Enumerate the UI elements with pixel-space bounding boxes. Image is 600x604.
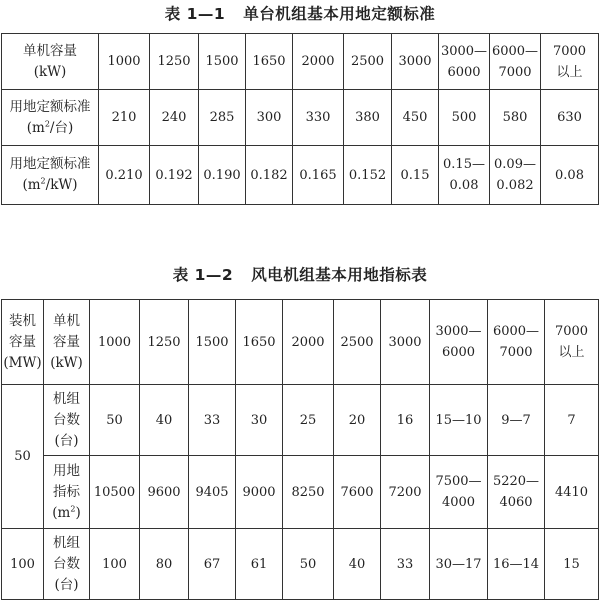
table-cell: 240 [150, 90, 199, 146]
table-cell: 5220— 4060 [488, 456, 545, 529]
row-label: 用地 指标 $(m^2)$ [44, 456, 90, 529]
table-cell: 0.190 [199, 146, 246, 205]
table-cell: 450 [392, 90, 439, 146]
table-cell: 0.15 [392, 146, 439, 205]
header-cell: 1000 [99, 34, 150, 90]
header-cell: 1650 [246, 34, 293, 90]
table-cell: 0.15— 0.08 [439, 146, 490, 205]
table1-title-text: 单台机组基本用地定额标准 [243, 5, 436, 23]
table-cell: 40 [140, 385, 189, 456]
header-cell: 1500 [189, 300, 236, 385]
table-cell: 630 [541, 90, 599, 146]
table-cell: 16 [381, 385, 430, 456]
header-cell: 3000— 6000 [430, 300, 488, 385]
table-cell: 40 [334, 529, 381, 600]
header-cell: 6000— 7000 [490, 34, 541, 90]
table-cell: 80 [140, 529, 189, 600]
header-cell: 2000 [283, 300, 334, 385]
table-cell: 8250 [283, 456, 334, 529]
table-cell: 20 [334, 385, 381, 456]
table-cell: 0.192 [150, 146, 199, 205]
table-cell: 500 [439, 90, 490, 146]
table-cell: 100 [90, 529, 140, 600]
header-cell: 单机 容量 (kW) [44, 300, 90, 385]
header-cell: 3000— 6000 [439, 34, 490, 90]
table-cell: 30—17 [430, 529, 488, 600]
row-label: 用地定额标准 ($m^2/$台) [2, 90, 99, 146]
header-cell: 单机容量 (kW) [2, 34, 99, 90]
land-quota-table [1, 33, 599, 205]
table-cell: 300 [246, 90, 293, 146]
header-cell: 1000 [90, 300, 140, 385]
table-cell: 0.08 [541, 146, 599, 205]
table2-title-number: 表 1—2 [172, 266, 234, 284]
table-cell: 50 [283, 529, 334, 600]
table-cell: 7600 [334, 456, 381, 529]
table-row [2, 34, 599, 90]
table-row [2, 385, 599, 456]
table-row [2, 456, 599, 529]
table-cell: 33 [189, 385, 236, 456]
header-cell: 1500 [199, 34, 246, 90]
table-cell: 30 [236, 385, 283, 456]
header-cell: 7000 以上 [541, 34, 599, 90]
table-cell: 580 [490, 90, 541, 146]
table-cell: 285 [199, 90, 246, 146]
table-cell: 9—7 [488, 385, 545, 456]
header-cell: 装机 容量 (MW) [2, 300, 44, 385]
header-cell: 3000 [392, 34, 439, 90]
table-row [2, 300, 599, 385]
table-cell: 7 [545, 385, 599, 456]
header-cell: 2500 [334, 300, 381, 385]
table2-title [0, 263, 600, 285]
table-cell: 25 [283, 385, 334, 456]
capacity-cell: 100 [2, 529, 44, 600]
table-cell: 50 [90, 385, 140, 456]
table-row [2, 146, 599, 205]
table1-title-number: 表 1—1 [164, 5, 226, 23]
table-cell: 7200 [381, 456, 430, 529]
header-cell: 3000 [381, 300, 430, 385]
table-cell: 15—10 [430, 385, 488, 456]
table-cell: 67 [189, 529, 236, 600]
table-cell: 0.09— 0.082 [490, 146, 541, 205]
row-label: 机组 台数 (台) [44, 385, 90, 456]
table-cell: 15 [545, 529, 599, 600]
table-row [2, 90, 599, 146]
table-cell: 33 [381, 529, 430, 600]
table-cell: 16—14 [488, 529, 545, 600]
table-cell: 0.182 [246, 146, 293, 205]
table-cell: 210 [99, 90, 150, 146]
row-label: 机组 台数 (台) [44, 529, 90, 600]
table-cell: 0.210 [99, 146, 150, 205]
header-cell: 6000— 7000 [488, 300, 545, 385]
header-cell: 1650 [236, 300, 283, 385]
header-cell: 1250 [150, 34, 199, 90]
table-cell: 9600 [140, 456, 189, 529]
capacity-cell: 50 [2, 385, 44, 529]
header-cell: 7000 以上 [545, 300, 599, 385]
table-cell: 61 [236, 529, 283, 600]
table-cell: 330 [293, 90, 344, 146]
header-cell: 1250 [140, 300, 189, 385]
row-label: 用地定额标准 $(m^2/kW)$ [2, 146, 99, 205]
table-cell: 0.152 [344, 146, 392, 205]
table-cell: 7500— 4000 [430, 456, 488, 529]
table-cell: 380 [344, 90, 392, 146]
table-cell: 9405 [189, 456, 236, 529]
table-cell: 4410 [545, 456, 599, 529]
header-cell: 2000 [293, 34, 344, 90]
land-index-table [1, 299, 599, 600]
table-cell: 0.165 [293, 146, 344, 205]
table2-title-text: 风电机组基本用地指标表 [251, 266, 428, 284]
table-row [2, 529, 599, 600]
table-cell: 9000 [236, 456, 283, 529]
header-cell: 2500 [344, 34, 392, 90]
table-cell: 10500 [90, 456, 140, 529]
table1-title [0, 2, 600, 24]
